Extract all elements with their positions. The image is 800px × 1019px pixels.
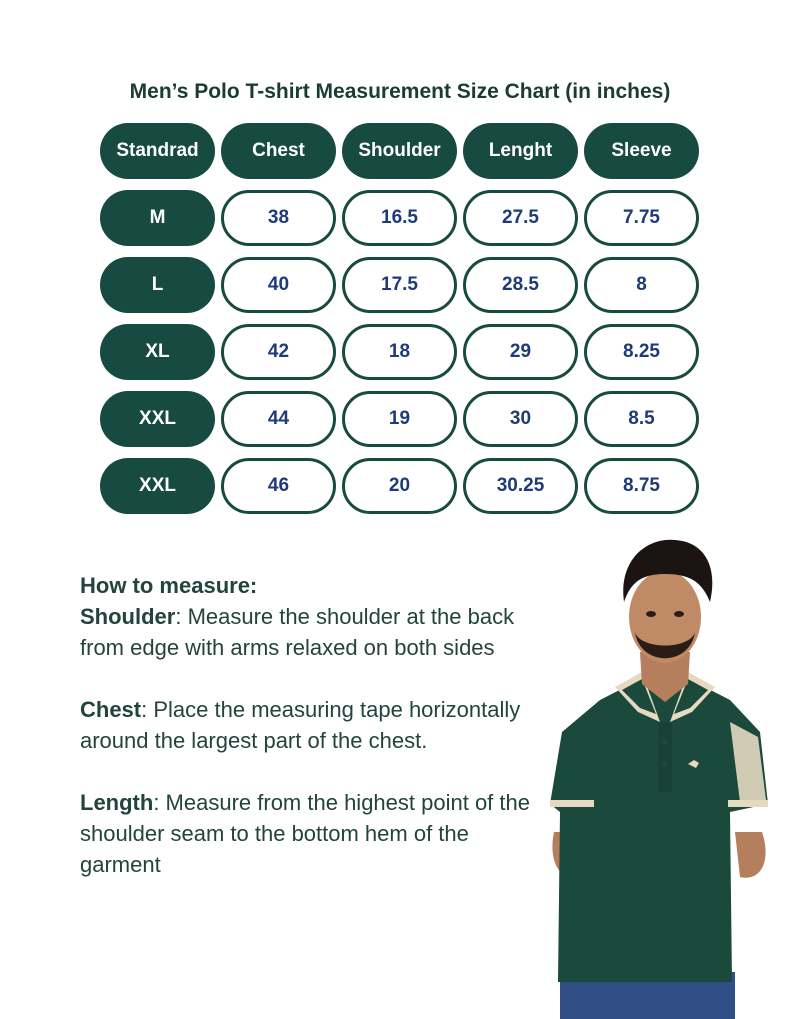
length-value: 29	[463, 324, 578, 380]
sleeve-value: 7.75	[584, 190, 699, 246]
header-shoulder: Shoulder	[342, 123, 457, 179]
length-value: 30	[463, 391, 578, 447]
shoulder-value: 18	[342, 324, 457, 380]
chest-text: : Place the measuring tape horizontally around the largest part of the chest.	[80, 697, 521, 753]
table-row	[100, 257, 700, 313]
page-title: Men’s Polo T-shirt Measurement Size Chart (in inches)	[129, 80, 671, 103]
table-row	[100, 324, 700, 380]
table-row	[100, 458, 700, 514]
chest-value: 38	[221, 190, 336, 246]
size-label: M	[100, 190, 215, 246]
shoulder-value: 16.5	[342, 190, 457, 246]
model-photo	[540, 532, 800, 1019]
header-row	[100, 123, 700, 179]
shoulder-value: 19	[342, 391, 457, 447]
table-row	[100, 391, 700, 447]
size-label: XXL	[100, 391, 215, 447]
chest-value: 42	[221, 324, 336, 380]
header-sleeve: Sleeve	[584, 123, 699, 179]
shoulder-value: 20	[342, 458, 457, 514]
shoulder-value: 17.5	[342, 257, 457, 313]
sleeve-value: 8.25	[584, 324, 699, 380]
sleeve-value: 8.5	[584, 391, 699, 447]
header-length: Lenght	[463, 123, 578, 179]
how-to-heading: How to measure:	[80, 573, 258, 598]
chest-value: 40	[221, 257, 336, 313]
chest-value: 46	[221, 458, 336, 514]
length-value: 28.5	[463, 257, 578, 313]
size-label: L	[100, 257, 215, 313]
header-chest: Chest	[221, 123, 336, 179]
length-label: Length	[80, 790, 154, 815]
table-row	[100, 190, 700, 246]
chest-instruction	[80, 694, 550, 756]
sleeve-value: 8.75	[584, 458, 699, 514]
shoulder-label: Shoulder	[80, 604, 176, 629]
length-text: : Measure from the highest point of the shoulder seam to the bottom hem of the garment	[80, 790, 530, 877]
length-value: 27.5	[463, 190, 578, 246]
header-standard: Standrad	[100, 123, 215, 179]
length-value: 30.25	[463, 458, 578, 514]
size-label: XXL	[100, 458, 215, 514]
chest-label: Chest	[80, 697, 142, 722]
how-to-measure-section	[80, 570, 550, 911]
chest-value: 44	[221, 391, 336, 447]
size-chart-table	[100, 123, 700, 525]
shoulder-instruction	[80, 601, 550, 663]
sleeve-value: 8	[584, 257, 699, 313]
size-label: XL	[100, 324, 215, 380]
shoulder-text: : Measure the shoulder at the back from edge with arms relaxed on both sides	[80, 604, 515, 660]
length-instruction	[80, 787, 550, 880]
